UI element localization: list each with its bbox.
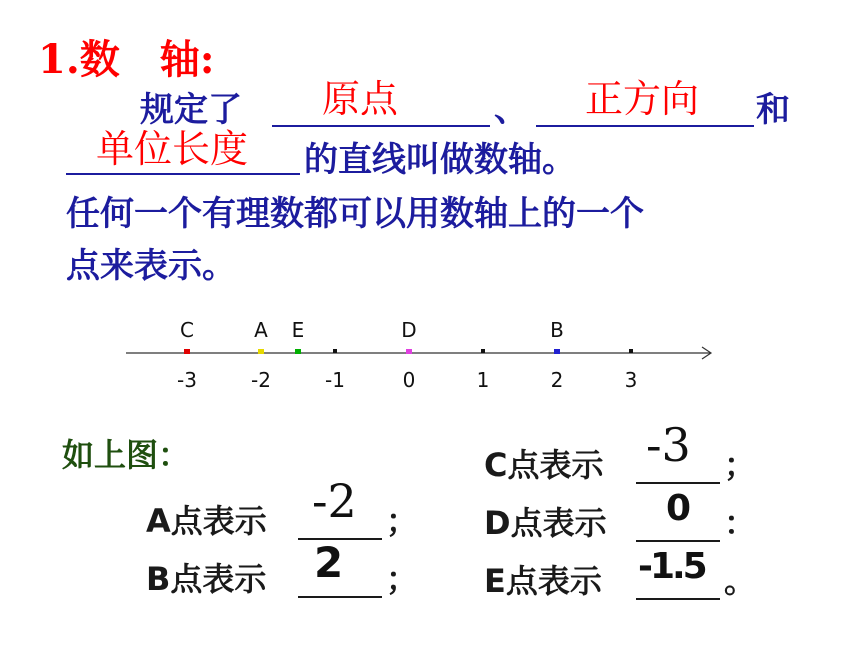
d-end: ： — [724, 504, 757, 542]
questions-intro: 如上图： — [62, 436, 191, 474]
e-label: E点表示 — [484, 562, 602, 600]
point-d-marker — [406, 349, 412, 354]
point-label: B — [550, 318, 564, 342]
c-answer: -3 — [646, 418, 691, 472]
point-label: E — [291, 318, 305, 342]
d-answer: 0 — [666, 488, 692, 529]
answer-origin: 原点 — [322, 77, 399, 121]
blank-1 — [272, 125, 490, 127]
a-answer: -2 — [312, 474, 357, 528]
tick-label: 2 — [550, 368, 564, 392]
point-label: C — [180, 318, 194, 342]
tick-mark — [629, 349, 633, 353]
a-end: ； — [386, 502, 419, 540]
tick-mark — [481, 349, 485, 353]
point-a-marker — [258, 349, 264, 354]
definition-and: 和 — [756, 90, 790, 130]
b-answer: 2 — [314, 538, 344, 587]
answer-positive-direction: 正方向 — [585, 77, 700, 121]
d-label: D点表示 — [484, 504, 607, 542]
b-label: B点表示 — [146, 560, 267, 598]
tick-label: -2 — [251, 368, 271, 392]
definition-separator: 、 — [494, 90, 528, 130]
tick-label: 3 — [624, 368, 638, 392]
blank-2 — [536, 125, 754, 127]
b-blank — [298, 596, 382, 598]
point-b-marker — [554, 349, 560, 354]
section-title: 1.数 轴: — [38, 36, 215, 83]
a-label: A点表示 — [146, 502, 267, 540]
statement-line-2: 点来表示。 — [66, 246, 236, 286]
definition-suffix: 的直线叫做数轴。 — [304, 140, 576, 180]
tick-label: 0 — [402, 368, 416, 392]
c-label: C点表示 — [484, 446, 604, 484]
definition-prefix: 规定了 — [140, 90, 242, 130]
c-blank — [636, 482, 720, 484]
e-end: 。 — [724, 562, 757, 600]
d-blank — [636, 540, 720, 542]
statement-line-1: 任何一个有理数都可以用数轴上的一个 — [66, 194, 644, 234]
point-label: D — [401, 318, 417, 342]
blank-3 — [66, 173, 300, 175]
tick-mark — [333, 349, 337, 353]
tick-label: 1 — [476, 368, 490, 392]
tick-label: -1 — [325, 368, 345, 392]
c-end: ； — [724, 446, 757, 484]
e-blank — [636, 598, 720, 600]
point-label: A — [254, 318, 268, 342]
b-end: ； — [386, 560, 419, 598]
tick-label: -3 — [177, 368, 197, 392]
answer-unit-length: 单位长度 — [96, 127, 249, 171]
e-answer: -1.5 — [638, 546, 705, 587]
number-line — [0, 300, 860, 410]
point-c-marker — [184, 349, 190, 354]
point-e-marker — [295, 349, 301, 354]
